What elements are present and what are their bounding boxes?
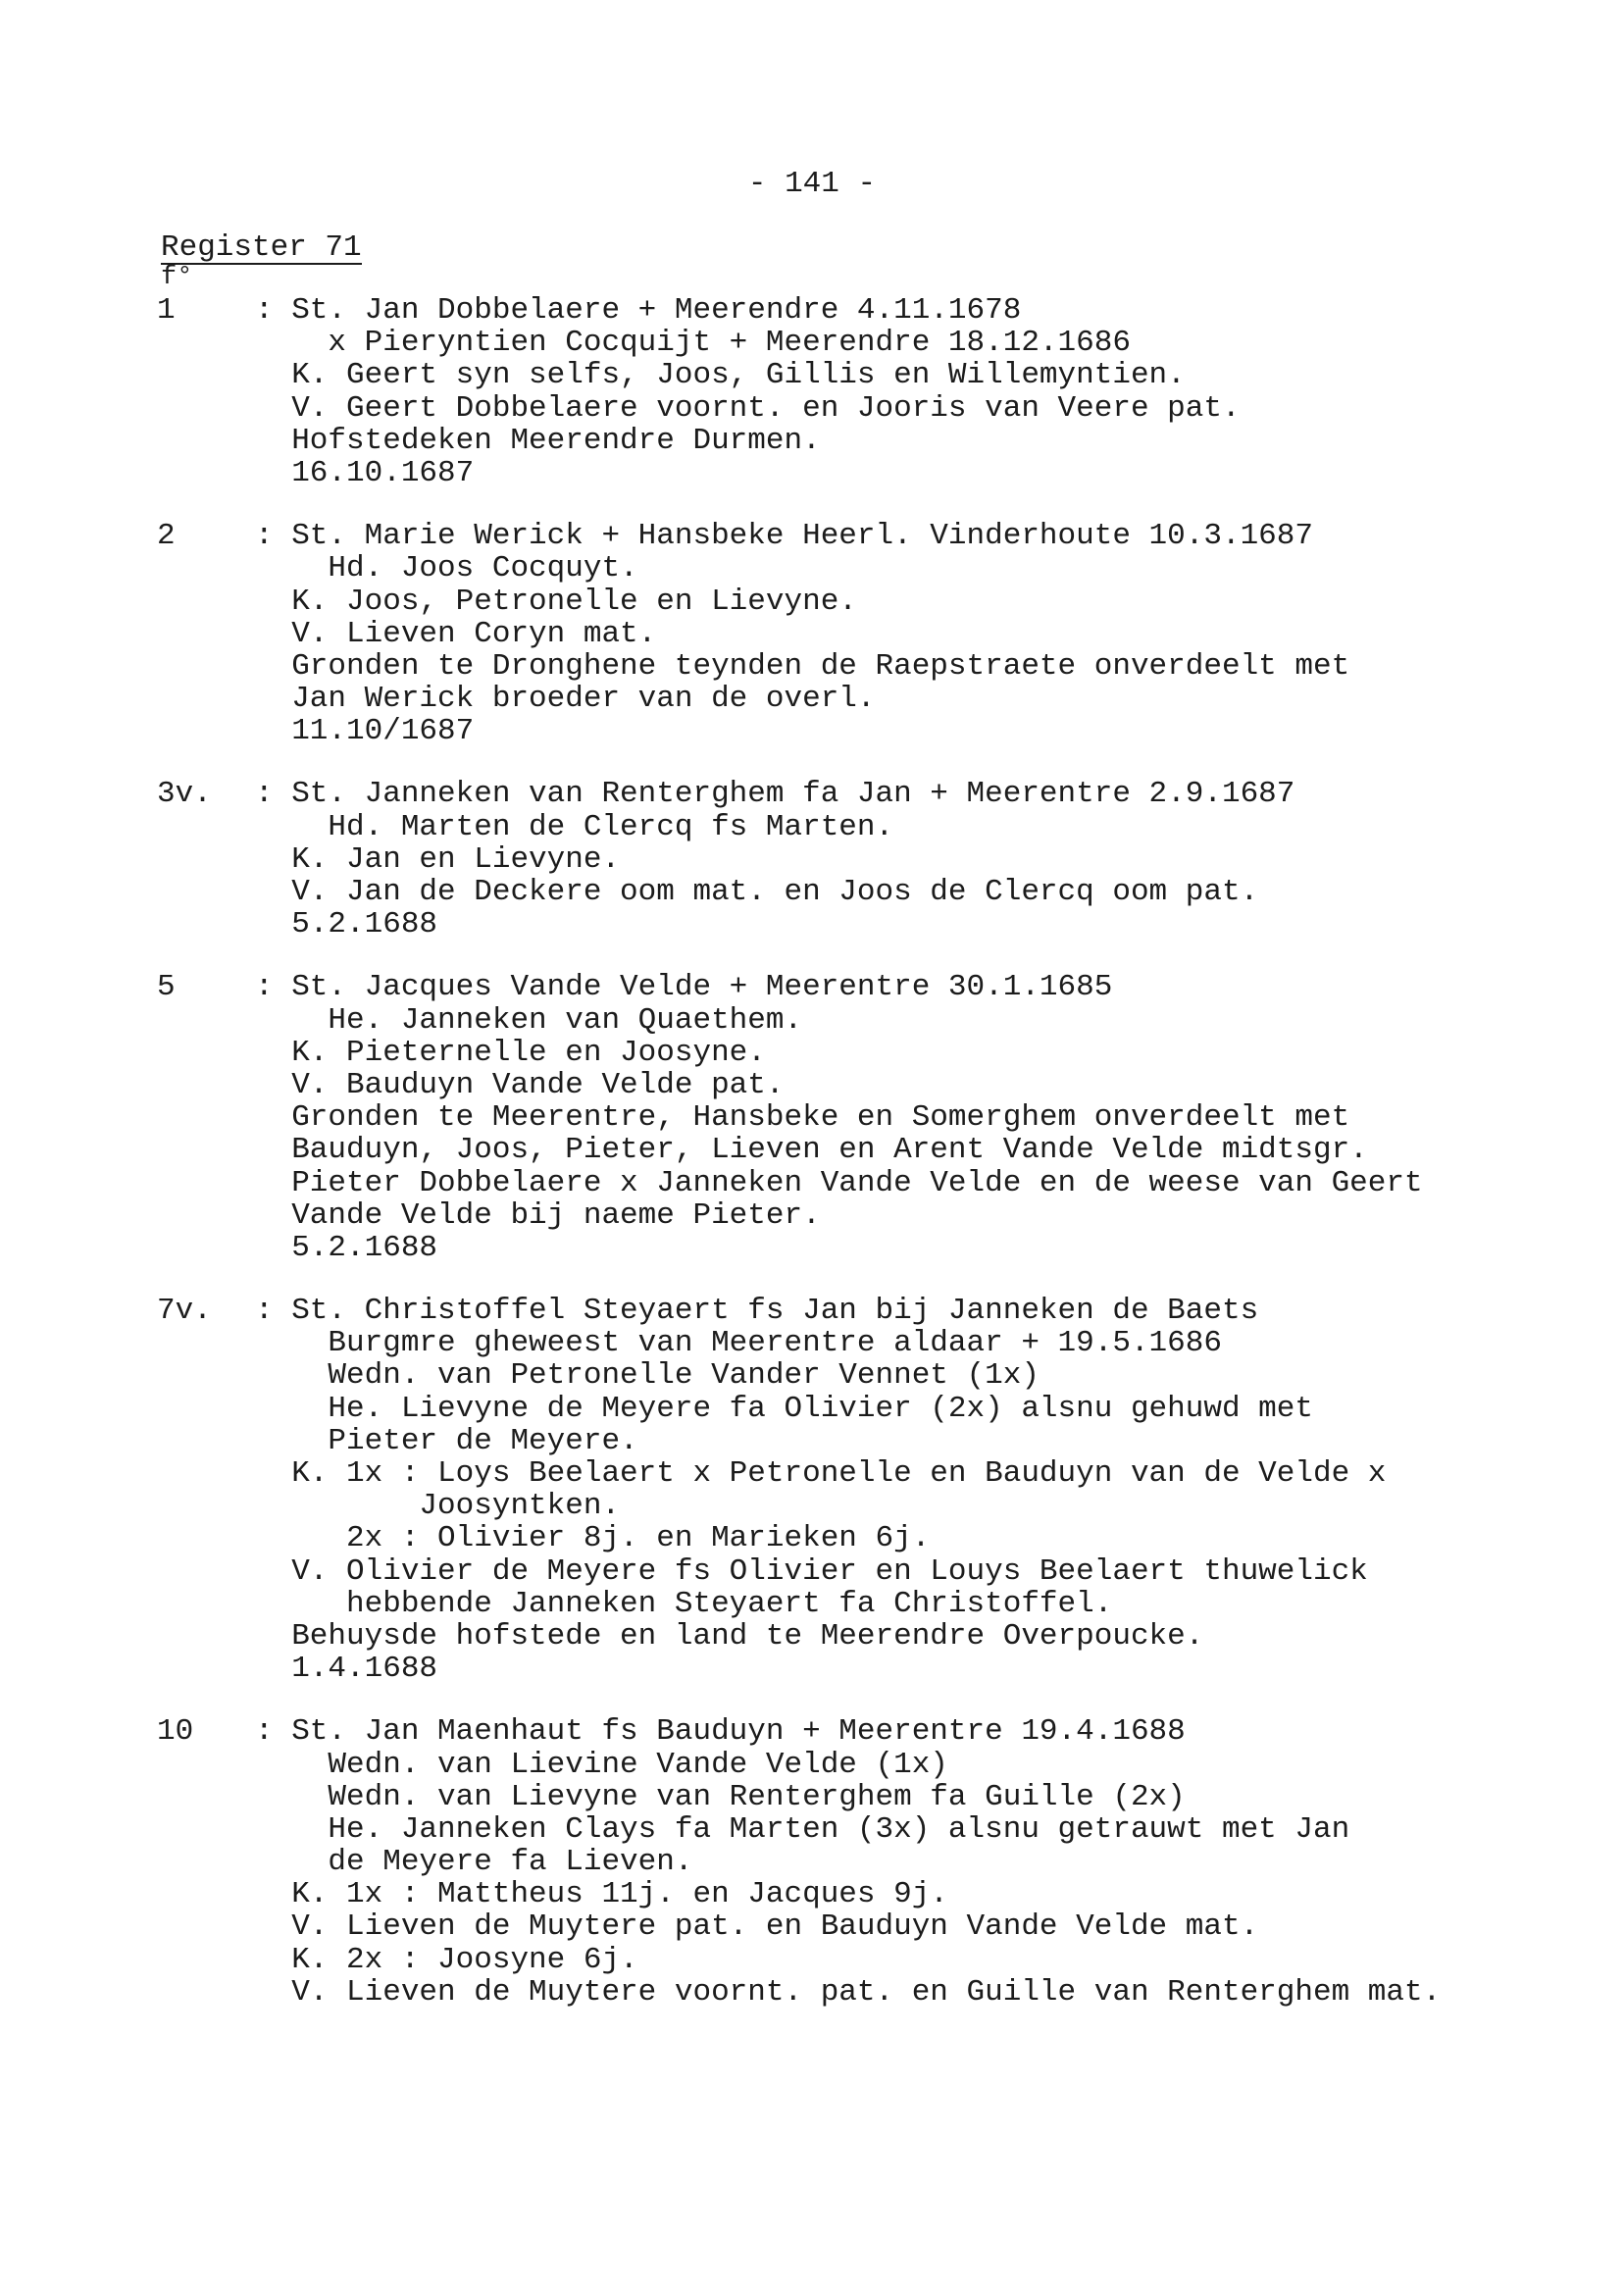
entry-line [157,971,1589,1003]
entry-line [157,1522,1589,1554]
entry-line [157,1813,1589,1846]
entry-gap [157,941,1589,971]
folio-label: f° [161,263,193,292]
entry-text: 1.4.1688 [255,1652,438,1687]
entry-text: hebbende Janneken Steyaert fa Christoffel. [255,1586,1113,1621]
entry-line [157,650,1589,683]
entry-text: K. Geert syn selfs, Joos, Gillis en Willemyntien. [255,358,1186,393]
entry-text: V. Lieven de Muytere pat. en Bauduyn Vande Velde mat. [255,1909,1259,1945]
entry-gap [157,1685,1589,1715]
entry-line [157,876,1589,908]
register-entry [157,778,1589,941]
entry-text: 5.2.1688 [255,1230,438,1265]
entry-text: : St. Jacques Vande Velde + Meerentre 30.1.1685 [255,970,1113,1005]
entry-line [157,520,1589,552]
entry-line [157,1069,1589,1101]
entry-text: Behuysde hofstede en land te Meerendre Overpoucke. [255,1618,1204,1654]
entry-text: : St. Jan Dobbelaere + Meerendre 4.11.1678 [255,293,1022,328]
entry-text: K. Joos, Petronelle en Lievyne. [255,584,857,619]
entry-text: Pieter Dobbelaere x Janneken Vande Velde en de weese van Geert [255,1165,1423,1200]
entry-line [157,1393,1589,1425]
entry-line [157,585,1589,618]
entry-line [157,1846,1589,1878]
entry-line [157,1749,1589,1781]
folio-number: 1 [157,293,176,328]
entry-line [157,1004,1589,1037]
entry-text: K. 1x : Loys Beelaert x Petronelle en Bauduyn van de Velde x [255,1456,1387,1491]
entry-line [157,552,1589,585]
entry-text: V. Lieven de Muytere voornt. pat. en Guille van Renterghem mat. [255,1974,1442,2010]
entry-text: V. Lieven Coryn mat. [255,616,657,651]
entry-text: Wedn. van Lievine Vande Velde (1x) [255,1747,948,1782]
entry-text: K. 2x : Joosyne 6j. [255,1942,638,1977]
entry-text: x Pieryntien Cocquijt + Meerendre 18.12.1686 [255,326,1131,361]
entry-gap [157,747,1589,778]
entry-line [157,1715,1589,1748]
entry-text: : St. Marie Werick + Hansbeke Heerl. Vinderhoute 10.3.1687 [255,519,1313,554]
register-entry [157,1715,1589,2009]
entry-gap [157,489,1589,520]
entry-line [157,1199,1589,1232]
entry-line [157,1490,1589,1522]
entry-text: : St. Janneken van Renterghem fa Jan + Meerentre 2.9.1687 [255,777,1295,812]
entry-line [157,294,1589,327]
entry-text: Gronden te Dronghene teynden de Raepstraete onverdeelt met [255,648,1350,684]
entry-line [157,1910,1589,1943]
entry-text: Hd. Joos Cocquyt. [255,551,638,586]
entry-line [157,1359,1589,1392]
page-number: - 141 - [747,167,877,201]
entry-line [157,908,1589,941]
entry-line [157,843,1589,876]
entry-line [157,778,1589,810]
folio-number: 5 [157,970,176,1005]
entry-line [157,1232,1589,1264]
entry-line [157,1425,1589,1457]
folio-number: 10 [157,1714,194,1750]
register-heading [161,231,362,290]
entry-line [157,618,1589,650]
register-entries [157,294,1589,2009]
entry-line [157,1101,1589,1134]
entry-line [157,715,1589,747]
entry-line [157,1457,1589,1490]
entry-text: Burgmre gheweest van Meerentre aldaar + 19.5.1686 [255,1326,1222,1361]
entry-text: : St. Christoffel Steyaert fs Jan bij Janneken de Baets [255,1294,1259,1329]
entry-text: V. Jan de Deckere oom mat. en Joos de Clercq oom pat. [255,875,1259,909]
entry-text: : St. Jan Maenhaut fs Bauduyn + Meerentre 19.4.1688 [255,1714,1186,1750]
entry-line [157,1327,1589,1359]
register-entry [157,1295,1589,1685]
entry-text: K. 1x : Mattheus 11j. en Jacques 9j. [255,1877,948,1912]
entry-text: Wedn. van Lievyne van Renterghem fa Guille (2x) [255,1779,1186,1814]
entry-line [157,1976,1589,2009]
folio-number: 3v. [157,777,212,812]
register-entry [157,294,1589,489]
entry-line [157,392,1589,425]
entry-line [157,1653,1589,1685]
entry-line [157,1588,1589,1620]
entry-line [157,1620,1589,1653]
folio-number: 7v. [157,1294,212,1329]
entry-text: Hd. Marten de Clercq fs Marten. [255,809,894,844]
entry-line [157,457,1589,489]
entry-text: He. Janneken Clays fa Marten (3x) alsnu getrauwt met Jan [255,1811,1350,1847]
register-entry [157,520,1589,747]
entry-text: 2x : Olivier 8j. en Marieken 6j. [255,1521,931,1556]
entry-line [157,359,1589,391]
entry-line [157,1295,1589,1327]
entry-text: V. Olivier de Meyere fs Olivier en Louys Beelaert thuwelick [255,1553,1368,1589]
entry-line [157,1781,1589,1813]
entry-text: Pieter de Meyere. [255,1423,638,1458]
entry-text: V. Bauduyn Vande Velde pat. [255,1067,785,1102]
entry-line [157,1134,1589,1166]
entry-text: Vande Velde bij naeme Pieter. [255,1197,821,1233]
entry-line [157,425,1589,457]
entry-line [157,1555,1589,1588]
entry-gap [157,1264,1589,1295]
register-title: Register 71 [161,230,362,265]
entry-text: Bauduyn, Joos, Pieter, Lieven en Arent Vande Velde midtsgr. [255,1133,1368,1168]
entry-line [157,811,1589,843]
entry-text: Gronden te Meerentre, Hansbeke en Somerghem onverdeelt met [255,1100,1350,1136]
entry-text: Jan Werick broeder van de overl. [255,682,876,717]
entry-text: 5.2.1688 [255,907,438,942]
entry-line [157,683,1589,715]
entry-text: He. Janneken van Quaethem. [255,1002,803,1038]
entry-text: K. Pieternelle en Joosyne. [255,1035,766,1070]
entry-text: K. Jan en Lievyne. [255,841,621,877]
entry-text: de Meyere fa Lieven. [255,1845,693,1880]
entry-line [157,1167,1589,1199]
entry-line [157,327,1589,359]
entry-line [157,1944,1589,1976]
register-entry [157,971,1589,1264]
folio-number: 2 [157,519,176,554]
entry-text: V. Geert Dobbelaere voornt. en Jooris van Veere pat. [255,390,1241,426]
entry-text: Joosyntken. [255,1489,621,1524]
entry-line [157,1037,1589,1069]
entry-text: Wedn. van Petronelle Vander Vennet (1x) [255,1358,1040,1394]
entry-text: Hofstedeken Meerendre Durmen. [255,423,821,458]
entry-text: 11.10/1687 [255,714,475,749]
entry-line [157,1878,1589,1910]
entry-text: He. Lievyne de Meyere fa Olivier (2x) alsnu gehuwd met [255,1391,1313,1426]
entry-text: 16.10.1687 [255,455,475,490]
